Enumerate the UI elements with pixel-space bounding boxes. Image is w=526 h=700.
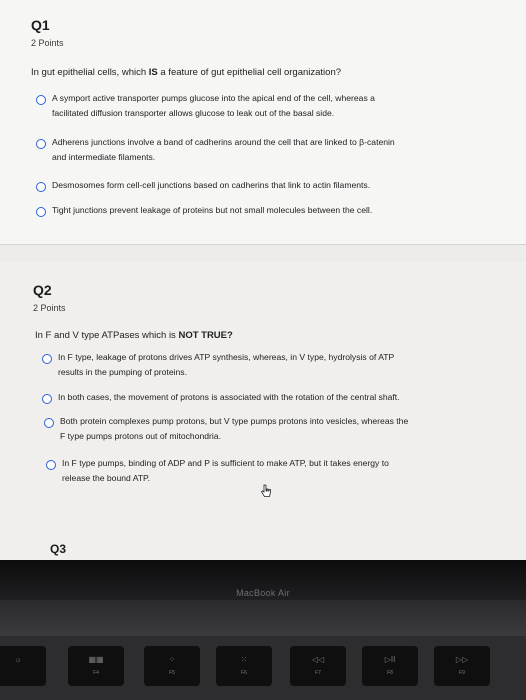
key-glyph: ◁◁ — [311, 655, 325, 664]
laptop-brand-label: MacBook Air — [236, 588, 290, 598]
question-title: Q1 — [31, 17, 50, 33]
key-glyph: ▷II — [384, 655, 396, 664]
keyboard-key[interactable] — [362, 646, 418, 686]
answer-option[interactable] — [42, 353, 394, 380]
keyboard-key[interactable] — [434, 646, 490, 686]
keyboard-key[interactable] — [216, 646, 272, 686]
key-glyph: ⁙ — [240, 655, 248, 664]
stem-text: In F and V type ATPases which is — [35, 330, 179, 341]
answer-option[interactable] — [46, 459, 389, 486]
answer-option[interactable] — [42, 393, 400, 405]
option-text[interactable] — [52, 91, 375, 121]
key-glyph: ▦▦ — [88, 655, 104, 664]
key-label: F5 — [169, 670, 175, 676]
option-line: In both cases, the movement of protons is associated with the rotation of the central shaft. — [58, 392, 400, 402]
keyboard-key[interactable] — [290, 646, 346, 686]
key-glyph: ⁘ — [168, 655, 176, 664]
option-line: results in the pumping of proteins. — [58, 367, 187, 377]
option-text[interactable] — [62, 456, 389, 486]
answer-option[interactable] — [36, 181, 370, 193]
laptop-hinge — [0, 600, 526, 636]
option-line: In F type pumps, binding of ADP and P is sufficient to make ATP, but it takes energy to — [62, 458, 389, 468]
stem-text: a feature of gut epithelial cell organization? — [157, 67, 342, 78]
radio-button[interactable] — [42, 394, 52, 404]
option-line: Tight junctions prevent leakage of proteins but not small molecules between the cell. — [52, 205, 373, 215]
radio-button[interactable] — [42, 354, 52, 364]
key-label: F9 — [459, 670, 465, 676]
key-label: F8 — [387, 670, 393, 676]
answer-option[interactable] — [36, 138, 395, 165]
option-text[interactable] — [58, 350, 394, 380]
keyboard-key[interactable] — [0, 646, 46, 686]
question-points: 2 Points — [33, 303, 66, 313]
radio-button[interactable] — [36, 207, 46, 217]
stem-text: In gut epithelial cells, which — [31, 67, 149, 78]
question-card-q1 — [0, 0, 526, 245]
radio-button[interactable] — [36, 95, 46, 105]
option-line: facilitated diffusion transporter allows glucose to leak out of the basal side. — [52, 108, 335, 118]
option-text[interactable] — [52, 178, 370, 193]
question-card-q2 — [0, 262, 526, 560]
key-glyph: ☼ — [14, 655, 22, 664]
option-line: Desmosomes form cell-cell junctions based on cadherins that link to actin filaments. — [52, 180, 371, 190]
option-line: Both protein complexes pump protons, but V type pumps protons into vesicles, whereas the — [60, 416, 409, 426]
keyboard-key[interactable] — [68, 646, 124, 686]
stem-emphasis: IS — [148, 67, 158, 78]
answer-option[interactable] — [36, 94, 375, 121]
answer-option[interactable] — [44, 417, 408, 444]
radio-button[interactable] — [36, 139, 46, 149]
question-stem — [31, 67, 341, 78]
key-label: F7 — [315, 670, 321, 676]
question-title: Q2 — [33, 282, 52, 298]
hand-cursor-icon — [260, 484, 272, 498]
question-stem — [35, 330, 233, 341]
keyboard-key[interactable] — [144, 646, 200, 686]
key-glyph: ▷▷ — [455, 655, 469, 664]
answer-option[interactable] — [36, 206, 372, 218]
option-line: F type pumps protons out of mitochondria. — [60, 431, 221, 441]
option-text[interactable] — [52, 135, 395, 165]
radio-button[interactable] — [44, 418, 54, 428]
option-text[interactable] — [58, 390, 400, 405]
option-line: release the bound ATP. — [62, 473, 151, 483]
question-title: Q3 — [50, 542, 67, 556]
stem-emphasis: NOT TRUE? — [178, 330, 233, 341]
option-line: Adherens junctions involve a band of cadherins around the cell that are linked to β-catenin — [52, 137, 395, 147]
option-text[interactable] — [52, 203, 372, 218]
key-label: F4 — [93, 670, 99, 676]
option-line: A symport active transporter pumps glucose into the apical end of the cell, whereas a — [52, 93, 375, 103]
key-label: F6 — [241, 670, 247, 676]
radio-button[interactable] — [36, 182, 46, 192]
option-text[interactable] — [60, 414, 408, 444]
option-line: In F type, leakage of protons drives ATP synthesis, whereas, in V type, hydrolysis of ATP — [58, 352, 395, 362]
option-line: and intermediate filaments. — [52, 152, 156, 162]
question-points: 2 Points — [31, 38, 64, 48]
radio-button[interactable] — [46, 460, 56, 470]
